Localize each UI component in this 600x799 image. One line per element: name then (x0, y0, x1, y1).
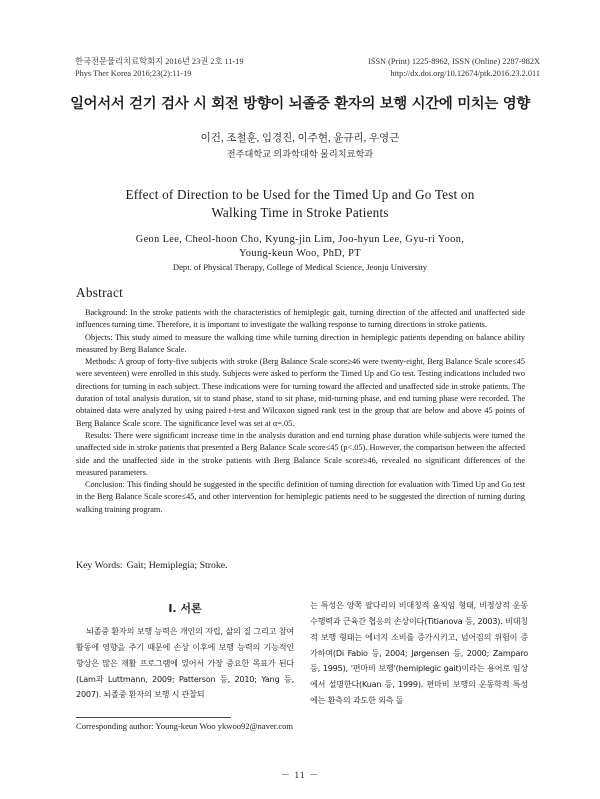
abstract-results: Results: There were significant increase time in the analysis duration and end turning phase duration while subjects were turned the unaffected side in stroke patients that presented a Berg Balance Scale score≤45 (p<.05). However, the comparison between the affected side and the unaffected side in the stroke patients with Berg Balance Scale score≥46, revealed no significant differences of the measured parameters. (76, 430, 525, 477)
journal-header-right (368, 56, 540, 80)
english-title-line-2: Walking Time in Stroke Patients (211, 205, 389, 220)
korean-affiliation: 전주대학교 의과학대학 물리치료학과 (226, 149, 374, 159)
korean-authors: 이건, 조철훈, 임경진, 이주현, 윤규리, 우영근 (200, 133, 400, 144)
keywords-label: Key Words: (76, 560, 123, 571)
abstract-heading: Abstract (76, 285, 124, 300)
korean-title: 일어서서 걷기 검사 시 회전 방향이 뇌졸중 환자의 보행 시간에 미치는 영향 (70, 96, 530, 112)
corresponding-author-footnote: Corresponding author: Young-keun Woo ykwoo92@naver.com (76, 721, 294, 731)
journal-citation: Phys Ther Korea 2016;23(2):11-19 (75, 69, 192, 78)
abstract-methods: Methods: A group of forty-five subjects with stroke (Berg Balance Scale score≥46 were twenty-eight, Berg Balance Scale score≤45 were seventeen) were enrolled in this study. Subjects were asked to perform the Timed Up and Go test. Testing indications included two directions for turning in each subject. These indications were for turning toward the affected and unaffected side in stroke patients. The duration of total analysis duration, sit to stand phase, stand to sit phase, mid-turning phase, and end turning phase were recorded. The obtained data were analyzed by using paired t-test and Wilcoxon signed rank test in the group that are below and above 45 points of Berg Balance Scale score. The significance level was set at α=.05. (76, 357, 525, 428)
page-number: － 11 － (280, 770, 320, 781)
abstract-objects: Objects: This study aimed to measure the walking time while turning direction in hemiplegic patients depending on balance ability measured by Berg Balance Scale. (76, 332, 525, 354)
english-authors-line-1: Geon Lee, Cheol-hoon Cho, Kyung-jin Lim, Joo-hyun Lee, Gyu-ri Yoon, (135, 234, 465, 245)
keywords-value: Gait; Hemiplegia; Stroke. (126, 560, 228, 571)
journal-header-korean: 한국전문물리치료학회지 2016년 23권 2호 11-19 (75, 57, 244, 66)
intro-column-right: 는 특성은 양쪽 팔다리의 비대칭적 움직임 형태, 비정상적 운동 수행력과 근육간 협응의 손상이다(Titianova 등, 2003). 비대칭적 보행 형태는 에너지 소비를 증가시키고, 넘어짐의 위험이 증가하며(Di Fabio 등, 2004; Jørgensen 등, 2000; Zamparo 등, 1995), '편마비 보행'(hemiplegic gait)이라는 용어로 임상에서 설명한다(Kuan 등, 1999). 편마비 보행의 운동학적 특성에는 환측의 과도한 외측 돌 (310, 600, 528, 706)
english-authors-line-2: Young-keun Woo, PhD, PT (239, 248, 361, 259)
doi-link[interactable]: http://dx.doi.org/10.12674/ptk.2016.23.2.011 (390, 69, 540, 78)
intro-column-left: 뇌졸중 환자의 보행 능력은 개인의 자립, 삶의 질 그리고 참여 활동에 영향을 주기 때문에 손상 이후에 보행 능력의 기능적인 향상은 많은 재활 프로그램에 있어서 가장 중요한 목표가 된다(Lam과 Luttmann, 2009; Patterson 등, 2010; Yang 등, 2007). 뇌졸중 환자의 보행 시 관찰되 (76, 626, 294, 700)
english-department: Dept. of Physical Therapy, College of Medical Science, Jeonju University (172, 262, 428, 272)
english-title (0, 186, 600, 222)
section-title-introduction: Ⅰ. 서론 (168, 602, 202, 615)
keywords (76, 560, 228, 571)
abstract-conclusion: Conclusion: This finding should be suggested in the specific definition of turning direction for evaluation with Timed Up and Go test in the Berg Balance Scale score≤45, and other intervention for hemiplegic patients need to be suggested the direction of turning during walking training program. (76, 480, 525, 514)
english-title-line-1: Effect of Direction to be Used for the Timed Up and Go Test on (125, 187, 475, 202)
english-authors (0, 233, 600, 261)
journal-header-left (75, 56, 244, 80)
issn-line: ISSN (Print) 1225-8962, ISSN (Online) 2287-982X (368, 57, 540, 66)
footnote-divider (76, 717, 231, 718)
abstract-body (76, 307, 525, 516)
abstract-background: Background: In the stroke patients with the characteristics of hemiplegic gait, turning direction of the affected and unaffected side influences turning time. Therefore, it is important to investigate the walking response to turning directions in stroke patients. (76, 308, 525, 330)
